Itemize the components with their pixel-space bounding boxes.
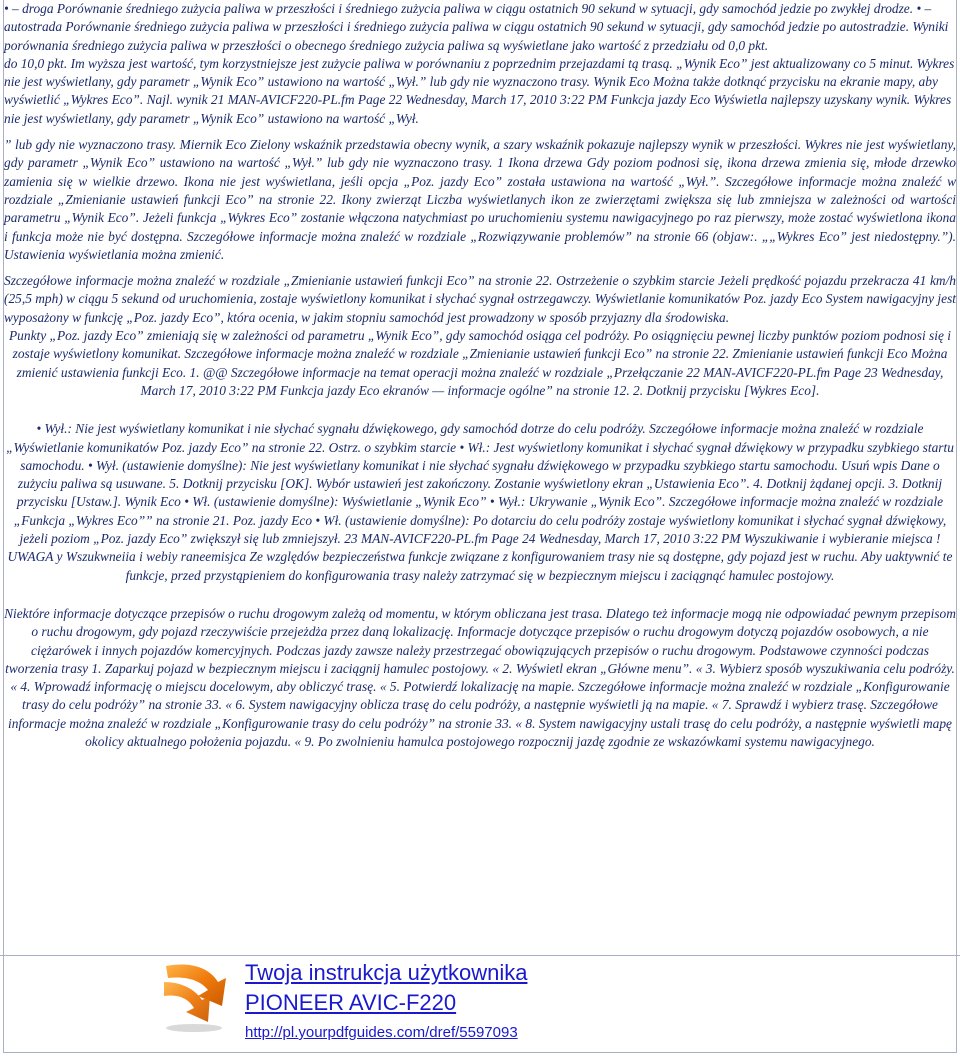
manual-url-link[interactable]: http://pl.yourpdfguides.com/dref/5597093: [245, 1024, 518, 1041]
paragraph-4: Szczegółowe informacje można znaleźć w rozdziale „Zmienianie ustawień funkcji Eco” na stronie 22. Ostrzeżenie o szybkim starcie Jeżeli prędkość pojazdu przekracza 41 km/h (25,5 mph) w ciągu 5 sekund od uruchomienia, zostaje wyświetlony komunikat i słychać sygnał ostrzegawczy. Wyświetlanie komunikatów Poz. jazdy Eco System nawigacyjny jest wyposażony w funkcję „Poz. jazdy Eco”, która ocenia, w jakim stopniu samochód jest prowadzony w sposób przyjazny dla środowiska.: [4, 273, 956, 325]
paragraph-6: • Wył.: Nie jest wyświetlany komunikat i nie słychać sygnału dźwiękowego, gdy samochód dotrze do celu podróży. Szczegółowe informacje można znaleźć w rozdziale „Wyświetlanie komunikatów Poz. jazdy Eco” na stronie 22. Ostrz. o szybkim starcie • Wł.: Jest wyświetlony komunikat i słychać sygnał dźwiękowy w przypadku szybkiego startu samochodu. • Wył. (ustawienie domyślne): Nie jest wyświetlany komunikat i nie słychać sygnału dźwiękowego w przypadku szybkiego startu samochodu. Usuń wpis Dane o zużyciu paliwa są usuwane. 5. Dotknij przycisku [OK]. Wybór ustawień jest zakończony. Zostanie wyświetlony ekran „Ustawienia Eco”. 4. Dotknij żądanej opcji. 3. Dotknij przycisku [Ustaw.]. Wynik Eco • Wł. (ustawienie domyślne): Wyświetlanie „Wynik Eco” • Wył.: Ukrywanie „Wynik Eco”. Szczegółowe informacje można znaleźć w rozdziale „Funkcja „Wykres Eco”” na stronie 21. Poz. jazdy Eco • Wł. (ustawienie domyślne): Po dotarciu do celu podróży zostaje wyświetlony komunikat i słychać sygnał dźwiękowy, jeżeli poziom „Poz. jazdy Eco” zwiększył się lub zmniejszył. 23 MAN-AVICF220-PL.fm Page 24 Wednesday, March 17, 2010 3:22 PM Wyszukiwanie i wybieranie miejsca ! UWAGA y Wszukwneiia i webiy raneemisjca Ze względów bezpieczeństwa funkcje związane z konfigurowaniem trasy nie są dostępne, gdy pojazd jest w ruchu. Aby uaktywnić te funkcje, przed przystąpieniem do konfigurowania trasy należy zatrzymać się w bezpiecznym miejscu i zaciągnąć hamulec postojowy.: [6, 421, 954, 583]
manual-title-link[interactable]: Twoja instrukcja użytkownika: [245, 960, 528, 985]
paragraph-1: • – droga Porównanie średniego zużycia paliwa w przeszłości i średniego zużycia paliwa w ciągu ostatnich 90 sekund w sytuacji, gdy samochód jedzie po zwykłej drodze. • – autostrada Porównanie średniego zużycia paliwa w przeszłości i średniego zużycia paliwa w ciągu ostatnich 90 sekund w sytuacji, gdy samochód jedzie po autostradzie. Wyniki porównania średniego zużycia paliwa w przeszłości o obecnego średniego zużycia paliwa są wyświetlane jako wartość z przedziału od 0,0 pkt.: [4, 1, 949, 53]
product-model-link[interactable]: PIONEER AVIC-F220: [245, 990, 457, 1015]
paragraph-3: ” lub gdy nie wyznaczono trasy. Miernik Eco Zielony wskaźnik przedstawia obecny wynik, a szary wskaźnik pokazuje najlepszy wynik w przeszłości. Wykres nie jest wyświetlany, gdy parametr „Wynik Eco” ustawiono na wartość „Wył.” lub gdy nie wyznaczono trasy. 1 Ikona drzewa Gdy poziom podnosi się, ikona drzewa zmienia się, młode drzewko zamienia się w wielkie drzewo. Ikona nie jest wyświetlana, jeśli opcja „Poz. jazdy Eco” została ustawiona na wartość „Wył.”. Szczegółowe informacje można znaleźć w rozdziale „Zmienianie ustawień funkcji Eco” na stronie 22. Ikony zwierząt Liczba wyświetlanych ikon ze zwierzętami zwiększa się lub zmniejsza w zależności od wartości parametru „Wynik Eco”. Jeżeli funkcja „Wykres Eco” zostanie włączona natychmiast po uruchomieniu systemu nawigacyjnego po raz pierwszy, może zostać wyświetlona ikona i funkcja może nie być dostępna. Szczegółowe informacje można znaleźć w rozdziale „Rozwiązywanie problemów” na stronie 66 (objaw:. „„Wykres Eco” jest niedostępny.”). Ustawienia wyświetlania można zmienić.: [4, 137, 956, 262]
footer-separator: [0, 955, 960, 956]
paragraph-5: Punkty „Poz. jazdy Eco” zmieniają się w zależności od parametru „Wynik Eco”, gdy samochód osiąga cel podróży. Po osiągnięciu pewnej liczby punktów poziom podnosi się i zostaje wyświetlony komunikat. Szczegółowe informacje można znaleźć w rozdziale „Zmienianie ustawień funkcji Eco” na stronie 22. Zmienianie ustawień funkcji Eco Można zmienić ustawienia funkcji Eco. 1. @@ Szczegółowe informacje na temat operacji można znaleźć w rozdziale „Przełączanie 22 MAN-AVICF220-PL.fm Page 23 Wednesday, March 17, 2010 3:22 PM Funkcja jazdy Eco ekranów — informacje ogólne” na stronie 12. 2. Dotknij przycisku [Wykres Eco].: [9, 328, 951, 398]
orange-arrow-logo-icon: [158, 956, 230, 1034]
footer-links: [245, 958, 527, 1044]
paragraph-2: do 10,0 pkt. Im wyższa jest wartość, tym korzystniejsze jest zużycie paliwa w porównaniu z poprzednim przejazdami tą trasą. „Wynik Eco” jest aktualizowany co 5 minut. Wykres nie jest wyświetlany, gdy parametr „Wynik Eco” ustawiono na wartość „Wył.” lub gdy nie wyznaczono trasy. Wynik Eco Można także dotknąć przycisku na ekranie mapy, aby wyświetlić „Wykres Eco”. Najl. wynik 21 MAN-AVICF220-PL.fm Page 22 Wednesday, March 17, 2010 3:22 PM Funkcja jazdy Eco Wyświetla najlepszy uzyskany wynik. Wykres nie jest wyświetlany, gdy parametr „Wynik Eco” ustawiono na wartość „Wył.: [4, 55, 955, 126]
paragraph-7: Niektóre informacje dotyczące przepisów o ruchu drogowym zależą od momentu, w którym obliczana jest trasa. Dlatego też informacje mogą nie odpowiadać pewnym przepisom o ruchu drogowym, gdy pojazd rzeczywiście przejeżdża przez daną lokalizację. Informacje dotyczące przepisów o ruchu drogowym dotyczą pojazdów osobowych, a nie ciężarówek i innych pojazdów komercyjnych. Podczas jazdy zawsze należy przestrzegać obowiązujących przepisów o ruchu drogowym. Podstawowe czynności podczas tworzenia trasy 1. Zaparkuj pojazd w bezpiecznym miejscu i zaciągnij hamulec postojowy. « 2. Wyświetl ekran „Główne menu”. « 3. Wybierz sposób wyszukiwania celu podróży. « 4. Wprowadź informację o miejscu docelowym, aby obliczyć trasę. « 5. Potwierdź lokalizację na mapie. Szczegółowe informacje można znaleźć w rozdziale „Konfigurowanie trasy do celu podróży” na stronie 33. « 6. System nawigacyjny oblicza trasę do celu podróży, a następnie wyświetli ją na mapie. « 7. Sprawdź i wybierz trasę. Szczegółowe informacje można znaleźć w rozdziale „Konfigurowanie trasy do celu podróży” na stronie 33. « 8. System nawigacyjny ustali trasę do celu podróży, a następnie wyświetli mapę okolicy aktualnego położenia pojazdu. « 9. Po zwolnieniu hamulca postojowego rozpocznij jazdę zgodnie ze wskazówkami systemu nawigacyjnego.: [4, 605, 956, 749]
